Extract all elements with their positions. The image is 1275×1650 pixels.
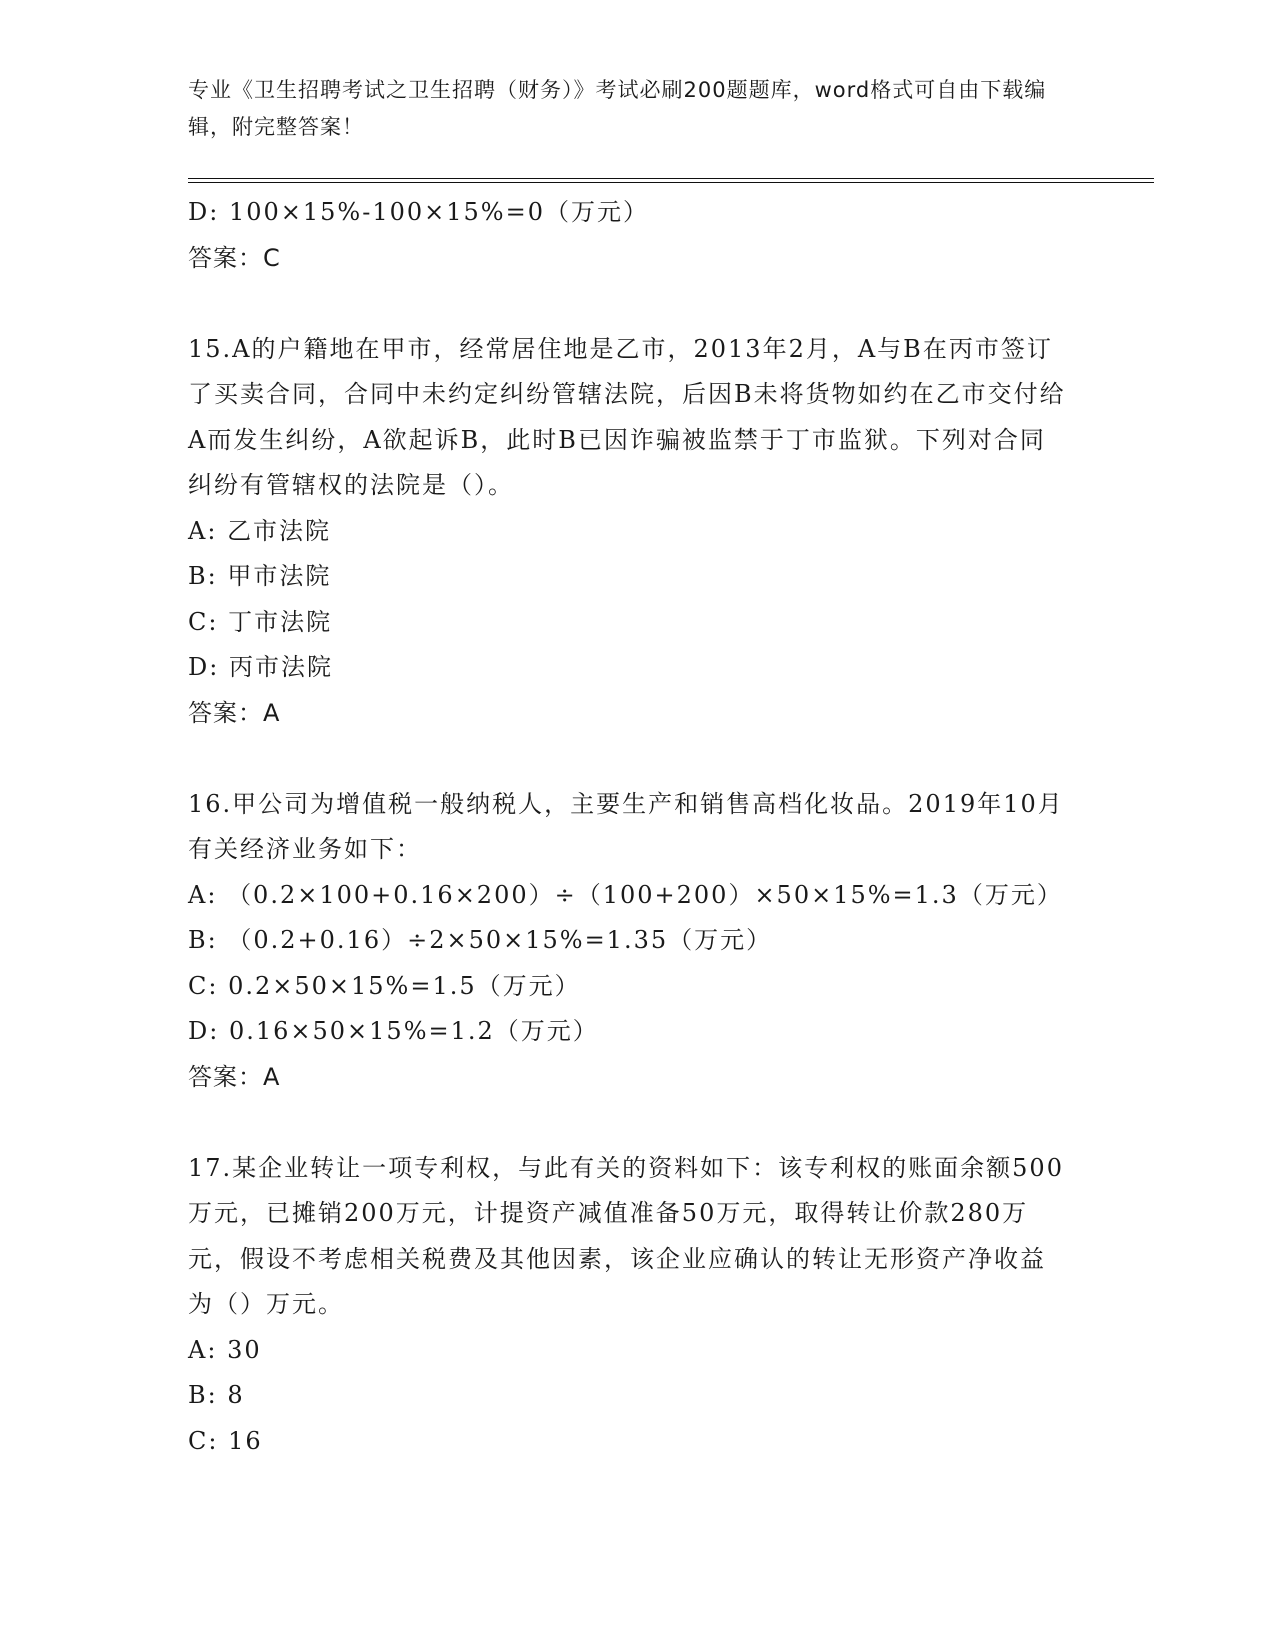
spacer: [188, 281, 1068, 327]
option-c: [188, 600, 1068, 646]
question-stem: 16.甲公司为增值税一般纳税人，主要生产和销售高档化妆品。2019年10月有关经济业务如下：: [188, 789, 1064, 863]
option-c: [188, 1419, 1068, 1465]
option-d: [188, 1009, 1068, 1055]
option-a: [188, 509, 1068, 555]
answer-line: 答案：A: [188, 698, 281, 727]
option-d: [188, 645, 1068, 691]
header-rule-top: [188, 178, 1154, 179]
question-block-17: [188, 1146, 1068, 1465]
option-text: 0.2×50×15%=1.5（万元）: [228, 971, 581, 1000]
option-label: D:: [188, 198, 220, 226]
option-text: 0.16×50×15%=1.2（万元）: [228, 1017, 599, 1045]
question-stem: 17.某企业转让一项专利权，与此有关的资料如下：该专利权的账面余额500万元，已摊销200万元，计提资产减值准备50万元，取得转让价款280万元，假设不考虑相关税费及其他因素，该企业应确认的转让无形资产净收益为（）万元。: [188, 1153, 1064, 1318]
question-stem: 15.A的户籍地在甲市，经常居住地是乙市，2013年2月，A与B在丙市签订了买卖合同，合同中未约定纠纷管辖法院，后因B未将货物如约在乙市交付给A而发生纠纷，A欲起诉B，此时B已因诈骗被监禁于丁市监狱。下列对合同纠纷有管辖权的法院是（）。: [188, 334, 1066, 499]
option-label: C:: [188, 607, 219, 636]
option-text: （0.2+0.16）÷2×50×15%=1.35（万元）: [227, 926, 773, 954]
option-label: D:: [188, 653, 220, 681]
option-text: 30: [227, 1335, 262, 1364]
question-block-15: [188, 327, 1068, 737]
option-text: 16: [228, 1426, 263, 1455]
option-text: 甲市法院: [227, 562, 332, 590]
option-text: 丁市法院: [228, 607, 333, 636]
option-label: C:: [188, 971, 219, 1000]
option-label: C:: [188, 1426, 219, 1455]
option-label: A:: [188, 880, 218, 909]
option-text: 乙市法院: [227, 516, 332, 545]
option-label: B:: [188, 1381, 218, 1409]
question-block-16: [188, 782, 1068, 1101]
option-label: A:: [188, 516, 218, 545]
option-a: [188, 1328, 1068, 1374]
option-a: [188, 873, 1068, 919]
option-label: B:: [188, 562, 218, 590]
option-text: 100×15%-100×15%=0（万元）: [228, 198, 649, 226]
option-b: [188, 918, 1068, 964]
option-text: 8: [227, 1381, 245, 1409]
document-header: [188, 72, 1068, 146]
answer-line: 答案：C: [188, 243, 281, 272]
option-text: （0.2×100+0.16×200）÷（100+200）×50×15%=1.3（万元）: [227, 880, 1063, 909]
option-c: [188, 964, 1068, 1010]
option-label: B:: [188, 926, 218, 954]
option-d: [188, 190, 1068, 236]
option-b: [188, 1373, 1068, 1419]
option-label: A:: [188, 1335, 218, 1364]
option-text: 丙市法院: [228, 653, 333, 681]
option-b: [188, 554, 1068, 600]
spacer: [188, 1100, 1068, 1146]
answer-line: 答案：A: [188, 1062, 281, 1091]
header-text: 专业《卫生招聘考试之卫生招聘（财务）》考试必刷200题题库，word格式可自由下载编辑，附完整答案！: [188, 78, 1047, 139]
header-rule-bottom: [188, 182, 1154, 183]
question-block-14: [188, 190, 1068, 281]
question-content: [188, 190, 1068, 1464]
option-label: D:: [188, 1017, 220, 1045]
spacer: [188, 736, 1068, 782]
